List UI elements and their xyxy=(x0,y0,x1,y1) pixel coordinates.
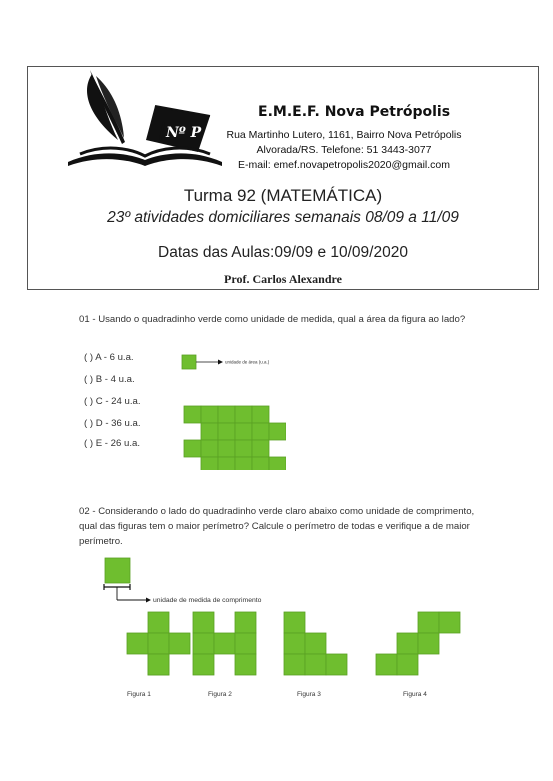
figure-4-square xyxy=(418,612,439,633)
school-city-phone: Alvorada/RS. Telefone: 51 3443-3077 xyxy=(256,144,432,156)
logo-text: Nº P xyxy=(166,125,202,141)
school-logo xyxy=(60,62,230,174)
figure-4-square xyxy=(439,612,460,633)
school-email: E-mail: emef.novapetropolis2020@gmail.com xyxy=(237,159,450,171)
area-unit-square xyxy=(201,440,218,457)
figure-2-square xyxy=(235,633,256,654)
figure-2-label: Figura 2 xyxy=(208,691,232,698)
figure-4-square xyxy=(397,633,418,654)
figure-1-square xyxy=(148,654,169,675)
figure-3-square xyxy=(284,633,305,654)
figure-3-square xyxy=(305,654,326,675)
figure-4-square xyxy=(376,654,397,675)
activity-title: 23º atividades domiciliares semanais 08/09 a 11/09 xyxy=(107,209,459,226)
area-unit-square xyxy=(218,457,235,470)
area-unit-square xyxy=(184,406,201,423)
q2-figures xyxy=(100,610,470,690)
unit-length-square xyxy=(105,558,130,583)
area-unit-square xyxy=(252,457,269,470)
area-unit-square xyxy=(269,457,286,470)
area-unit-square xyxy=(218,406,235,423)
professor-name: Prof. Carlos Alexandre xyxy=(224,272,342,286)
figure-4-square xyxy=(397,654,418,675)
figure-1-square xyxy=(127,633,148,654)
q1-unit-legend xyxy=(180,352,300,370)
figure-1-label: Figura 1 xyxy=(127,691,151,698)
figure-2-square xyxy=(214,633,235,654)
school-name: E.M.E.F. Nova Petrópolis xyxy=(258,104,451,120)
figure-2-square xyxy=(193,654,214,675)
area-unit-square xyxy=(201,457,218,470)
unit-area-square xyxy=(182,355,196,369)
q1-option-b[interactable]: ( ) B - 4 u.a. xyxy=(84,374,135,385)
area-unit-square xyxy=(269,423,286,440)
area-unit-square xyxy=(218,423,235,440)
q1-option-c[interactable]: ( ) C - 24 u.a. xyxy=(84,396,141,407)
figure-3-square xyxy=(284,612,305,633)
figure-2-square xyxy=(235,612,256,633)
question-2-line-2: qual das figuras tem o maior perímetro? Calcule o perímetro de todas e verifique a de maior xyxy=(79,521,470,532)
area-unit-square xyxy=(201,423,218,440)
unit-length-label: unidade de medida de comprimento xyxy=(153,597,262,604)
area-unit-square xyxy=(252,423,269,440)
question-2-line-1: 02 - Considerando o lado do quadradinho verde claro abaixo como unidade de comprimento, xyxy=(79,506,475,517)
figure-4-square xyxy=(418,633,439,654)
area-unit-square xyxy=(218,440,235,457)
question-1-text: 01 - Usando o quadradinho verde como unidade de medida, qual a área da figura ao lado? xyxy=(79,314,466,325)
area-unit-square xyxy=(252,406,269,423)
figure-3-square xyxy=(326,654,347,675)
figure-1-square xyxy=(169,633,190,654)
figure-3-label: Figura 3 xyxy=(297,691,321,698)
figure-3-square xyxy=(284,654,305,675)
area-unit-square xyxy=(184,440,201,457)
q1-area-figure xyxy=(182,405,286,470)
q1-option-d[interactable]: ( ) D - 36 u.a. xyxy=(84,418,141,429)
area-unit-square xyxy=(201,406,218,423)
figure-1-square xyxy=(148,612,169,633)
class-dates: Datas das Aulas:09/09 e 10/09/2020 xyxy=(158,244,408,261)
area-unit-square xyxy=(235,406,252,423)
area-unit-square xyxy=(235,423,252,440)
school-address: Rua Martinho Lutero, 1161, Bairro Nova Petrópolis xyxy=(226,129,462,141)
figure-2-square xyxy=(193,633,214,654)
class-title: Turma 92 (MATEMÁTICA) xyxy=(183,186,383,205)
figure-4-label: Figura 4 xyxy=(403,691,427,698)
question-2-line-3: perímetro. xyxy=(79,536,123,547)
area-unit-square xyxy=(235,440,252,457)
q1-option-a[interactable]: ( ) A - 6 u.a. xyxy=(84,352,134,363)
q2-unit-legend xyxy=(100,556,300,608)
area-unit-square xyxy=(252,440,269,457)
unit-area-label: unidade de área (u.a.) xyxy=(225,359,270,365)
area-unit-square xyxy=(235,457,252,470)
figure-1-square xyxy=(148,633,169,654)
q1-option-e[interactable]: ( ) E - 26 u.a. xyxy=(84,438,140,449)
figure-3-square xyxy=(305,633,326,654)
figure-2-square xyxy=(235,654,256,675)
figure-2-square xyxy=(193,612,214,633)
